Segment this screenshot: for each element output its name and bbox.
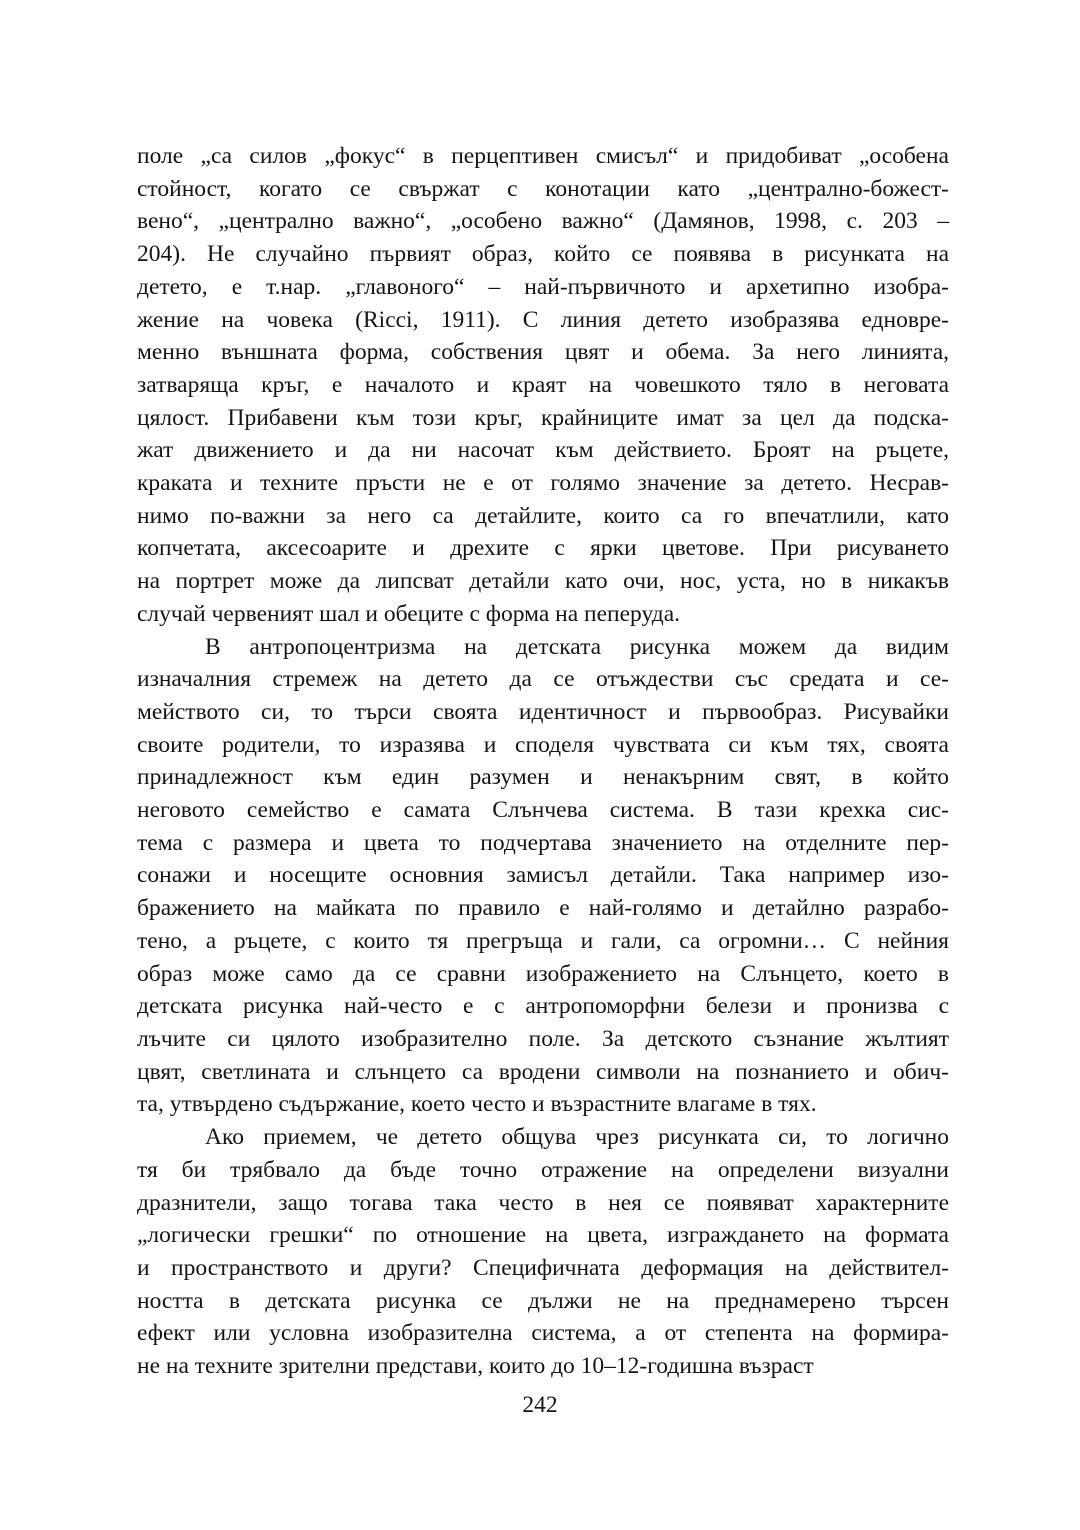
text-line: цвят, светлината и слънцето са вродени символи на познанието и обич- (137, 1058, 949, 1085)
text-line: бражението на майката по правило е най-голямо и детайлно разрабо- (137, 895, 949, 922)
text-line: случай червеният шал и обеците с форма на пеперуда. (137, 600, 681, 627)
page-number: 242 (522, 1392, 558, 1418)
text-line: мейството си, то търси своята идентичност и първообраз. Рисувайки (137, 698, 949, 725)
text-line: не на техните зрителни представи, които до 10–12-годишна възраст (137, 1353, 814, 1380)
text-line: стойност, когато се свържат с конотации като „централно-божест- (137, 175, 949, 202)
text-line: поле „са силов „фокус“ в перцептивен смисъл“ и придобиват „особена (137, 143, 949, 169)
text-line: затваряща кръг, е началото и краят на човешкото тяло в неговата (137, 371, 949, 398)
paragraph (137, 1121, 949, 1383)
text-line: ността в детската рисунка се дължи не на преднамерено търсен (137, 1287, 949, 1314)
text-line: цялост. Прибавени към този кръг, крайниците имат за цел да подска- (137, 404, 949, 431)
text-line: тено, а ръцете, с които тя прегръща и гали, са огромни… С нейния (137, 927, 949, 954)
text-line: В антропоцентризма на детската рисунка можем да видим (205, 633, 949, 660)
text-line: 204). Не случайно първият образ, който се появява в рисунката на (137, 241, 949, 268)
text-line: изначалния стремеж на детето да се отъждестви със средата и се- (137, 666, 949, 693)
text-line: копчетата, аксесоарите и дрехите с ярки цветове. При рисуването (137, 535, 949, 562)
text-line: лъчите си цялото изобразително поле. За детското съзнание жълтият (137, 1025, 949, 1052)
text-line: вено“, „централно важно“, „особено важно“ (Дамянов, 1998, с. 203 – (137, 208, 949, 235)
paragraph (137, 140, 949, 631)
text-line: жат движението и да ни насочат към действието. Броят на ръцете, (137, 437, 949, 464)
text-line: детската рисунка най-често е с антропоморфни белези и пронизва с (137, 993, 949, 1020)
text-line: Ако приемем, че детето общува чрез рисунката си, то логично (205, 1124, 949, 1151)
text-line: тема с размера и цвета то подчертава значението на отделните пер- (137, 829, 949, 856)
text-line: на портрет може да липсват детайли като очи, нос, уста, но в никакъв (137, 568, 949, 595)
text-line: детето, е т.нар. „главоного“ – най-първичното и архетипно изобра- (137, 273, 949, 300)
text-line: принадлежност към един разумен и ненакърним свят, в който (137, 764, 949, 791)
text-line: сонажи и носещите основния замисъл детайли. Така например изо- (137, 862, 949, 889)
text-line: своите родители, то изразява и споделя чувствата си към тях, своята (137, 731, 949, 758)
text-line: нимо по-важни за него са детайлите, които са го впечатлили, като (137, 502, 949, 529)
text-line: образ може само да се сравни изображението на Слънцето, което в (137, 960, 949, 987)
page-text (137, 140, 949, 1383)
text-line: неговото семейство е самата Слънчева система. В тази крехка сис- (137, 797, 949, 824)
text-line: ефект или условна изобразителна система, а от степента на формира- (137, 1320, 949, 1347)
text-line: та, утвърдено съдържание, което често и възрастните влагаме в тях. (137, 1091, 817, 1118)
text-line: жение на човека (Ricci, 1911). С линия детето изобразява едновре- (137, 306, 949, 333)
text-line: и пространството и други? Специфичната деформация на действител- (137, 1254, 949, 1281)
paragraph (137, 631, 949, 1122)
text-line: менно външната форма, собствения цвят и обема. За него линията, (137, 339, 949, 366)
text-line: краката и техните пръсти не е от голямо значение за детето. Несрав- (137, 470, 949, 497)
text-line: дразнители, защо тогава така често в нея се появяват характерните (137, 1189, 949, 1216)
text-line: тя би трябвало да бъде точно отражение на определени визуални (137, 1156, 949, 1183)
text-line: „логически грешки“ по отношение на цвета, изграждането на формата (137, 1222, 949, 1249)
